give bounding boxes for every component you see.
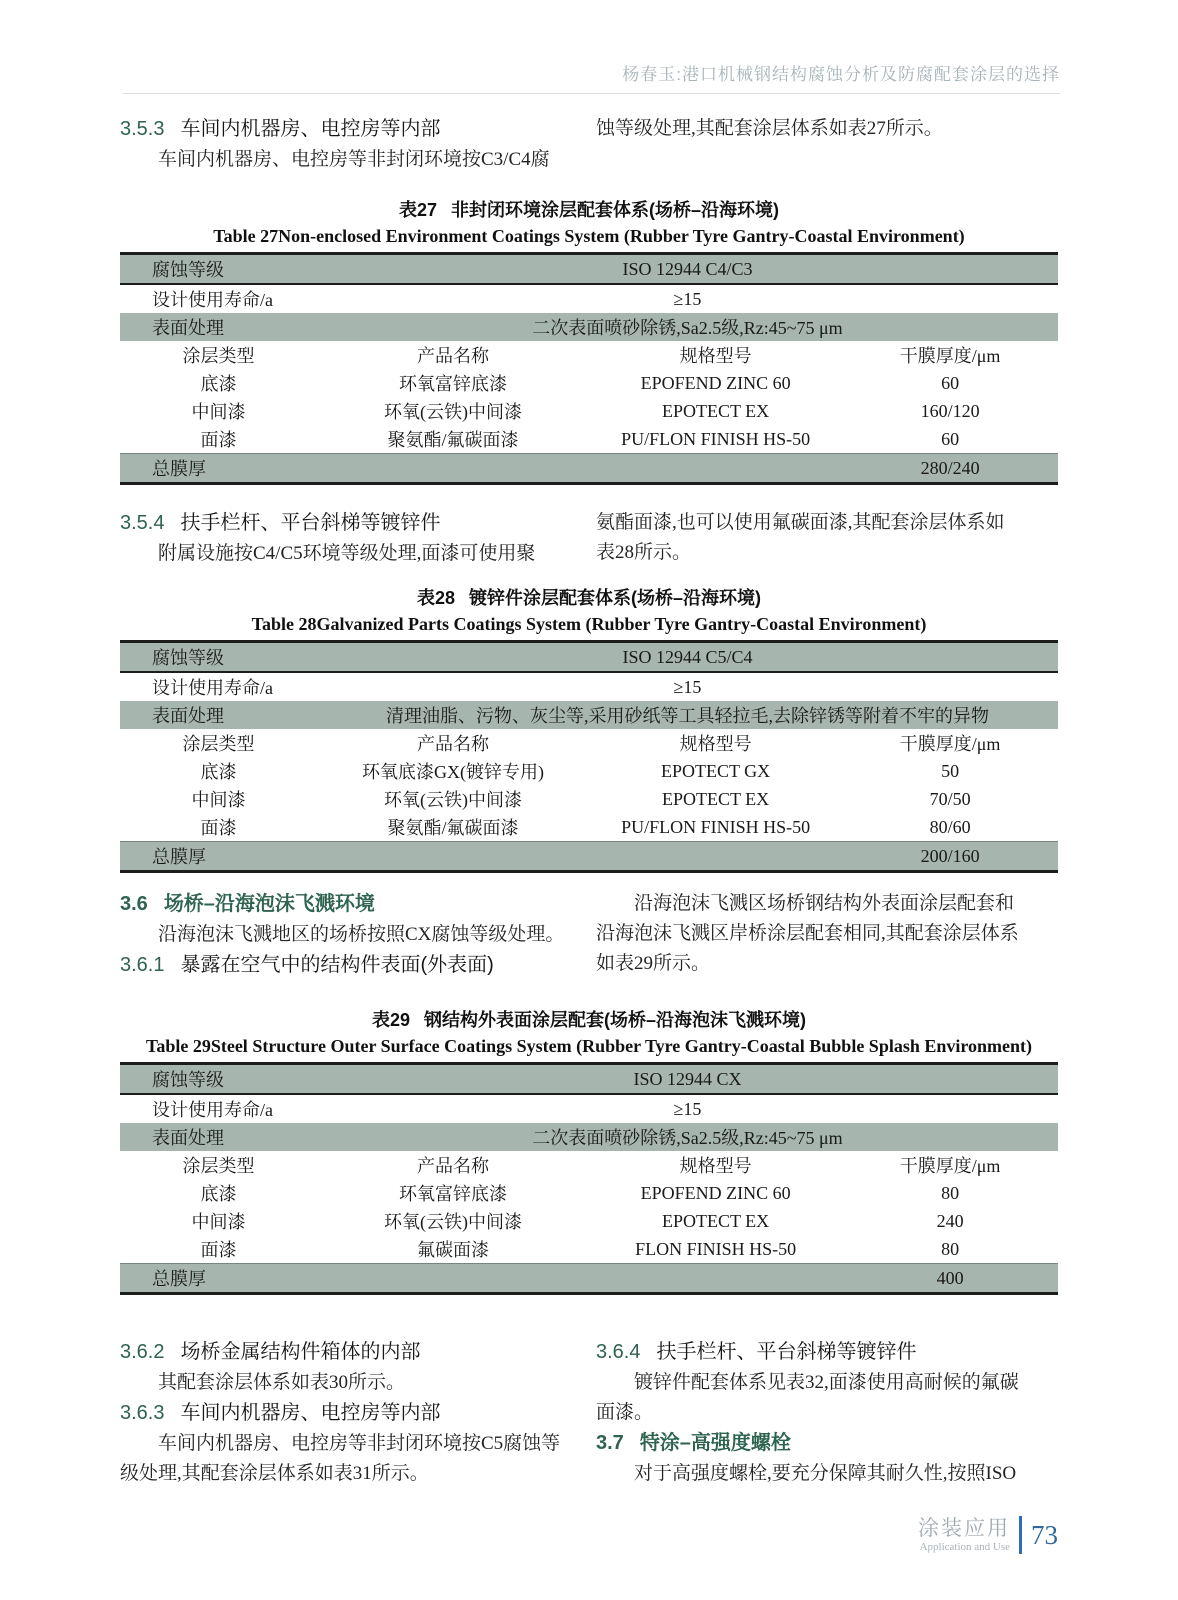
col-header: 产品名称 bbox=[416, 346, 489, 366]
table-header-row bbox=[120, 1151, 1058, 1179]
table-row bbox=[120, 1095, 1058, 1123]
paragraph-line: 蚀等级处理,其配套涂层体系如表27所示。 bbox=[596, 118, 943, 139]
section-number: 3.6.3 bbox=[120, 1402, 165, 1424]
col-header: 产品名称 bbox=[416, 734, 489, 754]
section-title: 场桥–沿海泡沫飞溅环境 bbox=[163, 893, 375, 915]
row-label: 表面处理 bbox=[152, 1128, 224, 1148]
table-row bbox=[120, 397, 1058, 425]
table-cell: EPOFEND ZINC 60 bbox=[640, 372, 791, 393]
table-label-cn: 表29 bbox=[371, 1010, 411, 1030]
col-header: 涂层类型 bbox=[182, 734, 255, 754]
section-heading bbox=[120, 889, 568, 920]
table-cell: 70/50 bbox=[929, 788, 971, 809]
row-value: ISO 12944 CX bbox=[633, 1068, 742, 1089]
section-title: 特涂–高强度螺栓 bbox=[639, 1432, 791, 1454]
footer bbox=[918, 1516, 1058, 1554]
row-value: 400 bbox=[936, 1267, 964, 1288]
section-heading bbox=[596, 1337, 1060, 1368]
table-name-en: Steel Structure Outer Surface Coatings System (Rubber Tyre Gantry-Coastal Bubble Splash Environment) bbox=[210, 1036, 1033, 1056]
table-cell: 中间漆 bbox=[191, 402, 246, 422]
paragraph-line: 表28所示。 bbox=[596, 542, 692, 563]
col-header: 干膜厚度/μm bbox=[899, 1156, 1001, 1176]
section-title: 暴露在空气中的结构件表面(外表面) bbox=[180, 954, 494, 976]
row-value: ISO 12944 C4/C3 bbox=[622, 258, 753, 279]
row-value: ≥15 bbox=[673, 288, 702, 309]
table-cell: 底漆 bbox=[200, 374, 237, 394]
paragraph-line: 氨酯面漆,也可以使用氟碳面漆,其配套涂层体系如 bbox=[596, 512, 1005, 533]
paragraph-line: 车间内机器房、电控房等非封闭环境按C3/C4腐 bbox=[158, 149, 550, 170]
row-value: 清理油脂、污物、灰尘等,采用砂纸等工具轻拉毛,去除锌锈等附着不牢的异物 bbox=[385, 706, 989, 726]
table-cell: 聚氨酯/氟碳面漆 bbox=[387, 430, 519, 450]
table-cell: 中间漆 bbox=[191, 790, 246, 810]
table-row bbox=[120, 673, 1058, 701]
table-body bbox=[120, 640, 1058, 873]
section-heading bbox=[120, 1337, 568, 1368]
table-cell: 面漆 bbox=[200, 818, 237, 838]
row-label: 设计使用寿命/a bbox=[152, 1100, 273, 1120]
table-cell: 面漆 bbox=[200, 430, 237, 450]
paragraph-line: 其配套涂层体系如表30所示。 bbox=[158, 1372, 406, 1393]
running-header: 杨春玉:港口机械钢结构腐蚀分析及防腐配套涂层的选择 bbox=[622, 65, 1060, 84]
table-row bbox=[120, 701, 1058, 729]
journal-name-cn: 涂装应用 bbox=[918, 1516, 1010, 1540]
table-cell: 环氧(云铁)中间漆 bbox=[383, 1212, 522, 1232]
section-heading bbox=[120, 508, 568, 539]
paragraph-line: 如表29所示。 bbox=[596, 953, 711, 974]
table-cell: 聚氨酯/氟碳面漆 bbox=[387, 818, 519, 838]
paragraph-line: 沿海泡沫飞溅地区的场桥按照CX腐蚀等级处理。 bbox=[158, 924, 565, 945]
row-value: 二次表面喷砂除锈,Sa2.5级,Rz:45~75 μm bbox=[532, 318, 843, 338]
table-cell: 底漆 bbox=[200, 1184, 237, 1204]
section-number: 3.5.3 bbox=[120, 118, 165, 140]
row-label: 总膜厚 bbox=[152, 1269, 206, 1289]
table-row bbox=[120, 757, 1058, 785]
section-number: 3.6.4 bbox=[596, 1341, 641, 1363]
paragraph-line: 对于高强度螺栓,要充分保障其耐久性,按照ISO bbox=[634, 1463, 1017, 1484]
table-cell: 环氧富锌底漆 bbox=[398, 1184, 507, 1204]
section-heading bbox=[596, 1428, 1060, 1459]
col-header: 涂层类型 bbox=[182, 346, 255, 366]
section-title: 扶手栏杆、平台斜梯等镀锌件 bbox=[656, 1341, 917, 1363]
table-cell: 环氧富锌底漆 bbox=[398, 374, 507, 394]
section-number: 3.6 bbox=[120, 893, 148, 915]
table-label-cn: 表28 bbox=[416, 588, 456, 608]
table-row bbox=[120, 1123, 1058, 1151]
section-title: 场桥金属结构件箱体的内部 bbox=[180, 1341, 421, 1363]
table-cell: EPOFEND ZINC 60 bbox=[640, 1182, 791, 1203]
table-header-row bbox=[120, 729, 1058, 757]
table-cell: 60 bbox=[941, 372, 960, 393]
row-label: 腐蚀等级 bbox=[152, 260, 224, 280]
footer-divider bbox=[1019, 1516, 1022, 1554]
table-row bbox=[120, 1235, 1058, 1263]
table-cell: PU/FLON FINISH HS-50 bbox=[621, 816, 811, 837]
section-title: 车间内机器房、电控房等内部 bbox=[180, 118, 441, 140]
table-cell: 氟碳面漆 bbox=[416, 1240, 489, 1260]
row-label: 表面处理 bbox=[152, 706, 224, 726]
table-row bbox=[120, 1207, 1058, 1235]
col-header: 规格型号 bbox=[679, 346, 752, 366]
row-label: 设计使用寿命/a bbox=[152, 678, 273, 698]
table-cell: 80 bbox=[941, 1238, 960, 1259]
paragraph-line: 面漆。 bbox=[596, 1402, 654, 1423]
section-heading bbox=[120, 950, 568, 981]
table-cell: 240 bbox=[936, 1210, 964, 1231]
table-caption-cn bbox=[120, 586, 1058, 610]
table-cell: 底漆 bbox=[200, 762, 237, 782]
paragraph-line: 镀锌件配套体系见表32,面漆使用高耐候的氟碳 bbox=[634, 1372, 1019, 1393]
table-27 bbox=[120, 198, 1058, 485]
paragraph-line: 沿海泡沫飞溅区岸桥涂层配套相同,其配套涂层体系 bbox=[596, 923, 1019, 944]
table-row bbox=[120, 785, 1058, 813]
section-number: 3.6.1 bbox=[120, 954, 165, 976]
table-29 bbox=[120, 1008, 1058, 1295]
table-caption-cn bbox=[120, 1008, 1058, 1032]
table-label-cn: 表27 bbox=[398, 200, 438, 220]
section-3-5-3 bbox=[120, 114, 1060, 175]
table-row bbox=[120, 813, 1058, 841]
table-cell: EPOTECT EX bbox=[662, 788, 770, 809]
row-label: 设计使用寿命/a bbox=[152, 290, 273, 310]
section-number: 3.6.2 bbox=[120, 1341, 165, 1363]
row-value: 二次表面喷砂除锈,Sa2.5级,Rz:45~75 μm bbox=[532, 1128, 843, 1148]
table-cell: PU/FLON FINISH HS-50 bbox=[621, 428, 811, 449]
table-cell: EPOTECT EX bbox=[662, 1210, 770, 1231]
row-value: 200/160 bbox=[920, 845, 980, 866]
table-cell: 80/60 bbox=[929, 816, 971, 837]
table-name-cn: 非封闭环境涂层配套体系(场桥–沿海环境) bbox=[451, 200, 780, 220]
table-cell: 中间漆 bbox=[191, 1212, 246, 1232]
table-row bbox=[120, 285, 1058, 313]
row-label: 总膜厚 bbox=[152, 459, 206, 479]
paragraph-line: 附属设施按C4/C5环境等级处理,面漆可使用聚 bbox=[158, 543, 536, 564]
table-row bbox=[120, 313, 1058, 341]
table-caption-cn bbox=[120, 198, 1058, 222]
table-cell: 环氧(云铁)中间漆 bbox=[383, 402, 522, 422]
table-caption-en bbox=[120, 224, 1058, 248]
section-number: 3.7 bbox=[596, 1432, 624, 1454]
row-value: ISO 12944 C5/C4 bbox=[622, 646, 753, 667]
section-heading bbox=[120, 114, 568, 145]
table-body bbox=[120, 1062, 1058, 1295]
journal-name-en: Application and Use bbox=[919, 1540, 1010, 1553]
row-label: 表面处理 bbox=[152, 318, 224, 338]
paragraph-line: 级处理,其配套涂层体系如表31所示。 bbox=[120, 1463, 429, 1484]
table-cell: EPOTECT EX bbox=[662, 400, 770, 421]
table-header-row bbox=[120, 341, 1058, 369]
table-cell: 60 bbox=[941, 428, 960, 449]
section-title: 扶手栏杆、平台斜梯等镀锌件 bbox=[180, 512, 441, 534]
paragraph-line: 沿海泡沫飞溅区场桥钢结构外表面涂层配套和 bbox=[634, 893, 1015, 914]
row-label: 总膜厚 bbox=[152, 847, 206, 867]
table-name-cn: 镀锌件涂层配套体系(场桥–沿海环境) bbox=[469, 588, 762, 608]
col-header: 干膜厚度/μm bbox=[899, 734, 1001, 754]
table-caption-en bbox=[120, 612, 1058, 636]
table-label-en: Table 27 bbox=[213, 226, 279, 246]
table-cell: 环氧(云铁)中间漆 bbox=[383, 790, 522, 810]
table-row bbox=[120, 643, 1058, 673]
header-rule bbox=[123, 93, 1060, 94]
row-label: 腐蚀等级 bbox=[152, 648, 224, 668]
row-value: 280/240 bbox=[920, 457, 980, 478]
table-28 bbox=[120, 586, 1058, 873]
col-header: 规格型号 bbox=[679, 1156, 752, 1176]
section-3-5-4 bbox=[120, 508, 1060, 569]
table-caption-en bbox=[120, 1034, 1058, 1058]
paragraph-line: 车间内机器房、电控房等非封闭环境按C5腐蚀等 bbox=[158, 1433, 561, 1454]
table-name-en: Galvanized Parts Coatings System (Rubber Tyre Gantry-Coastal Environment) bbox=[316, 614, 927, 634]
table-row bbox=[120, 255, 1058, 285]
table-row bbox=[120, 425, 1058, 453]
table-label-en: Table 29 bbox=[145, 1036, 211, 1056]
table-total-row bbox=[120, 453, 1058, 482]
row-label: 腐蚀等级 bbox=[152, 1070, 224, 1090]
table-row bbox=[120, 369, 1058, 397]
table-name-cn: 钢结构外表面涂层配套(场桥–沿海泡沫飞溅环境) bbox=[424, 1010, 807, 1030]
table-label-en: Table 28 bbox=[251, 614, 317, 634]
table-cell: EPOTECT GX bbox=[661, 760, 771, 781]
table-cell: 50 bbox=[941, 760, 960, 781]
section-number: 3.5.4 bbox=[120, 512, 165, 534]
table-cell: 80 bbox=[941, 1182, 960, 1203]
table-name-en: Non-enclosed Environment Coatings System (Rubber Tyre Gantry-Coastal Environment) bbox=[278, 226, 965, 246]
col-header: 规格型号 bbox=[679, 734, 752, 754]
row-value: ≥15 bbox=[673, 1098, 702, 1119]
col-header: 干膜厚度/μm bbox=[899, 346, 1001, 366]
table-cell: 160/120 bbox=[920, 400, 980, 421]
section-3-6 bbox=[120, 889, 1060, 981]
table-body bbox=[120, 252, 1058, 485]
table-cell: 环氧底漆GX(镀锌专用) bbox=[361, 762, 544, 782]
table-cell: 面漆 bbox=[200, 1240, 237, 1260]
table-row bbox=[120, 1065, 1058, 1095]
col-header: 产品名称 bbox=[416, 1156, 489, 1176]
table-total-row bbox=[120, 1263, 1058, 1292]
page-number: 73 bbox=[1031, 1519, 1058, 1550]
section-3-6-2-to-3-7 bbox=[120, 1337, 1060, 1489]
table-total-row bbox=[120, 841, 1058, 870]
table-cell: FLON FINISH HS-50 bbox=[635, 1238, 797, 1259]
col-header: 涂层类型 bbox=[182, 1156, 255, 1176]
row-value: ≥15 bbox=[673, 676, 702, 697]
table-row bbox=[120, 1179, 1058, 1207]
section-title: 车间内机器房、电控房等内部 bbox=[180, 1402, 441, 1424]
section-heading bbox=[120, 1398, 568, 1429]
